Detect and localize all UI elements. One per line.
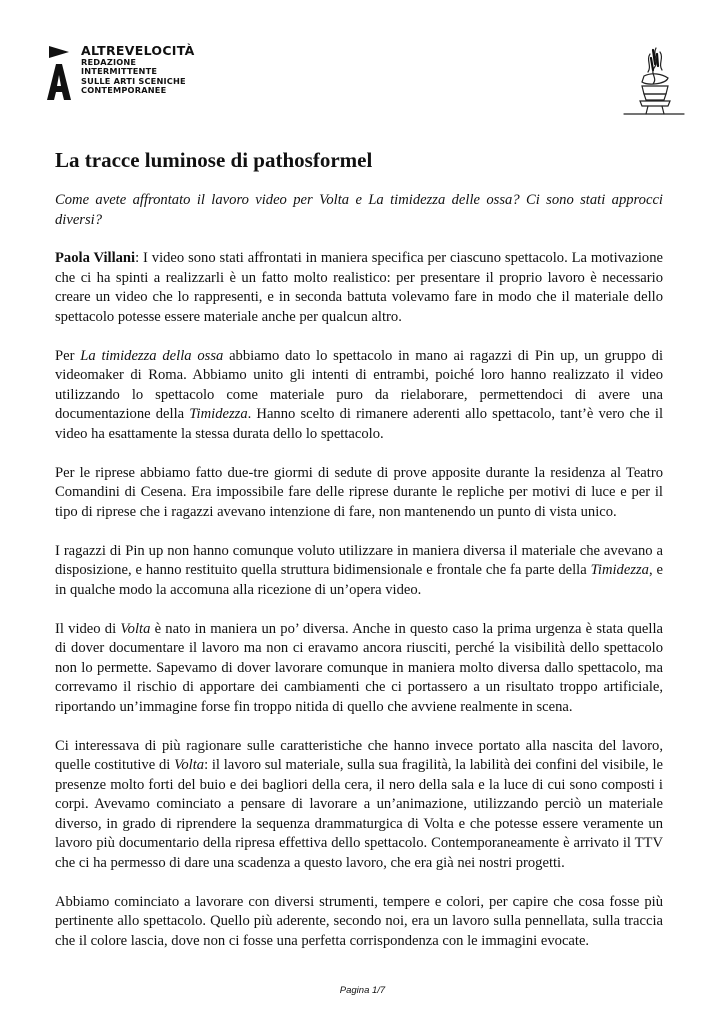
article	[55, 147, 663, 971]
paragraph-text: , e in qualche modo la accomuna alla ricezione di un’opera video.	[55, 562, 663, 598]
logo-a-mark-icon	[45, 42, 73, 102]
paragraph-text: : I video sono stati affrontati in maniera specifica per ciascuno spettacolo. La motivazione che ci ha spinti a realizzarli è un fatto molto realistico: per presentare il proprio lavoro è necessario creare un video che lo rappresenti, e in seconda battuta volevamo fare in modo che il materiale dello spettacolo potesse essere materiale anche per qualcun altro.	[55, 250, 664, 325]
article-title: La tracce luminose di pathosformel	[55, 148, 373, 172]
work-title: Volta	[120, 620, 151, 637]
work-title: Volta	[174, 757, 205, 773]
publication-logo	[45, 42, 215, 104]
paragraph	[55, 347, 663, 445]
paragraph-text: Il video di	[55, 620, 121, 637]
paragraph	[55, 620, 663, 718]
paragraph-text: I ragazzi di Pin up non hanno comunque voluto utilizzare in maniera diversa il materiale che avevano a disposizione, e hanno restituito quella struttura bidimensionale e frontale che fa parte della	[55, 542, 663, 578]
paragraph-text: Per	[55, 347, 81, 364]
brand-subtitle-line: REDAZIONE	[81, 57, 137, 67]
work-title: Timidezza	[590, 562, 649, 578]
sketch-illustration-icon	[622, 44, 686, 124]
paragraph-text: . Hanno scelto di rimanere aderenti allo spettacolo, tant’è vero che il video ha esattamente la stessa durata dello lo spettacolo.	[55, 406, 664, 442]
interview-question: Come avete affrontato il lavoro video per Volta e La timidezza delle ossa? Ci sono stati approcci diversi?	[55, 192, 663, 228]
paragraph	[55, 249, 663, 327]
brand-subtitle-line: INTERMITTENTE	[81, 66, 158, 77]
work-title: La timidezza della ossa	[80, 347, 224, 364]
work-title: Timidezza	[189, 406, 248, 422]
paragraph-text: abbiamo dato lo spettacolo in mano ai ragazzi di Pin up, un gruppo di videomaker di Roma. Abbiamo unito gli intenti di entrambi, poiché loro hanno realizzato il video utilizzando lo spettacolo come materiale puro da rielaborare, permettendoci di avere una documentazione della	[55, 347, 663, 422]
paragraph: Abbiamo cominciato a lavorare con diversi strumenti, tempere e colori, per capire che cosa fosse più pertinente allo spettacolo. Quello più aderente, secondo noi, era un lavoro sulla pennellata, sulla traccia che il colore lascia, dove non ci fosse una perfetta corrispondenza con le immagini evocate.	[55, 893, 663, 949]
brand-name: ALTREVELOCITÀ	[81, 43, 195, 58]
page-number: Pagina 1/7	[339, 985, 386, 996]
paragraph	[55, 542, 663, 601]
logo-text	[81, 44, 195, 96]
brand-subtitle-line: SULLE ARTI SCENICHE	[81, 75, 186, 86]
paragraph-text: è nato in maniera un po’ diversa. Anche in questo caso la prima urgenza è stata quella di dover documentare il lavoro ma non ci eravamo ancora riusciti, perché la visibilità dello spettacolo non lo permette. Sapevamo di dover lavorare comunque in maniera molto diversa dallo spettacolo, ma correvamo il rischio di apportare dei cambiamenti che ci portassero a un risultato troppo artificiale, riportando un’immagine forse fin troppo nitida di quello che avviene realmente in scena.	[55, 620, 663, 715]
brand-subtitle-line: CONTEMPORANEE	[81, 85, 167, 96]
paragraph	[55, 737, 663, 874]
paragraph-text: : il lavoro sul materiale, sulla sua fragilità, la labilità dei confini del visibile, le presenze molto forti del buio e dei bagliori della cera, il nero della sala e la luce di cui sono composti i corpi. Avevamo cominciato a pensare di lavorare a un’animazione, utilizzando perciò un materiale diverso, in grado di riprendere la sequenza drammaturgica di Volta e che potesse essere veramente un lavoro più documentario della ripresa effettiva dello spettacolo. Contemporaneamente è arrivato il TTV che ci ha permesso di dare una scadenza a questo lavoro, che era già nei nostri progetti.	[55, 757, 663, 871]
paragraph: Per le riprese abbiamo fatto due-tre giormi di sedute di prove apposite durante la residenza al Teatro Comandini di Cesena. Era impossibile fare delle riprese durante le repliche per motivi di luce e per il tipo di riprese che i ragazzi avevano intenzione di fare, non mantenendo un punto di vista unico.	[55, 464, 663, 520]
paragraph-text: Ci interessava di più ragionare sulle caratteristiche che hanno invece portato alla nascita del lavoro, quelle costitutive di	[55, 737, 663, 773]
speaker-name: Paola Villani	[55, 250, 136, 266]
